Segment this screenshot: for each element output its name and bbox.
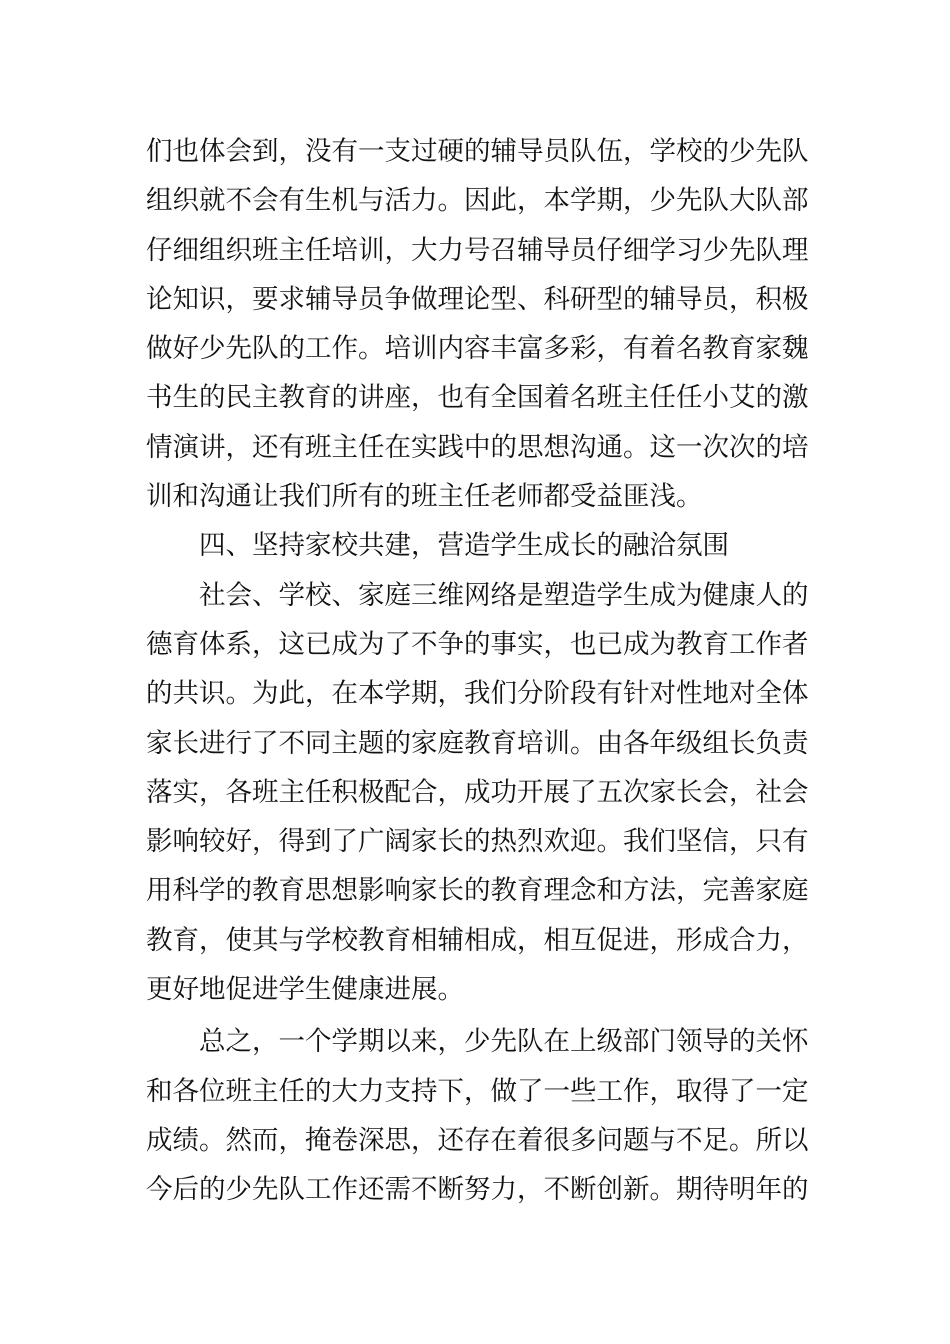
section-heading: 四、坚持家校共建，营造学生成长的融洽氛围 bbox=[199, 530, 729, 562]
text-line: 德育体系，这已成为了不争的事实，也已成为教育工作者 bbox=[146, 628, 809, 660]
text-line: 论知识，要求辅导员争做理论型、科研型的辅导员，积极 bbox=[146, 283, 809, 315]
text-line: 影响较好，得到了广阔家长的热烈欢迎。我们坚信，只有 bbox=[146, 826, 809, 858]
text-line: 成绩。然而，掩卷深思，还存在着很多问题与不足。所以 bbox=[146, 1124, 809, 1156]
text-line: 组织就不会有生机与活力。因此，本学期，少先队大队部 bbox=[146, 185, 809, 217]
text-line: 用科学的教育思想影响家长的教育理念和方法，完善家庭 bbox=[146, 875, 809, 907]
text-line: 家长进行了不同主题的家庭教育培训。由各年级组长负责 bbox=[146, 727, 809, 759]
text-line: 们也体会到，没有一支过硬的辅导员队伍，学校的少先队 bbox=[146, 136, 809, 167]
text-line: 今后的少先队工作还需不断努力，不断创新。期待明年的 bbox=[146, 1174, 809, 1206]
text-line: 的共识。为此，在本学期，我们分阶段有针对性地对全体 bbox=[146, 678, 809, 710]
text-line: 做好少先队的工作。培训内容丰富多彩，有着名教育家魏 bbox=[146, 333, 809, 365]
text-line: 落实，各班主任积极配合，成功开展了五次家长会，社会 bbox=[146, 776, 809, 808]
text-line: 书生的民主教育的讲座，也有全国着名班主任任小艾的激 bbox=[146, 382, 809, 414]
document-body bbox=[146, 127, 809, 1215]
text-line: 和各位班主任的大力支持下，做了一些工作，取得了一定 bbox=[146, 1075, 809, 1107]
text-line: 社会、学校、家庭三维网络是塑造学生成为健康人的 bbox=[199, 579, 809, 611]
text-line: 情演讲，还有班主任在实践中的思想沟通。这一次次的培 bbox=[146, 431, 809, 463]
text-line: 更好地促进学生健康进展。 bbox=[146, 974, 464, 1006]
text-line: 总之，一个学期以来，少先队在上级部门领导的关怀 bbox=[199, 1026, 809, 1058]
text-line: 教育，使其与学校教育相辅相成，相互促进，形成合力， bbox=[146, 924, 809, 956]
text-line: 训和沟通让我们所有的班主任老师都受益匪浅。 bbox=[146, 481, 703, 513]
text-line: 仔细组织班主任培训，大力号召辅导员仔细学习少先队理 bbox=[146, 234, 809, 266]
